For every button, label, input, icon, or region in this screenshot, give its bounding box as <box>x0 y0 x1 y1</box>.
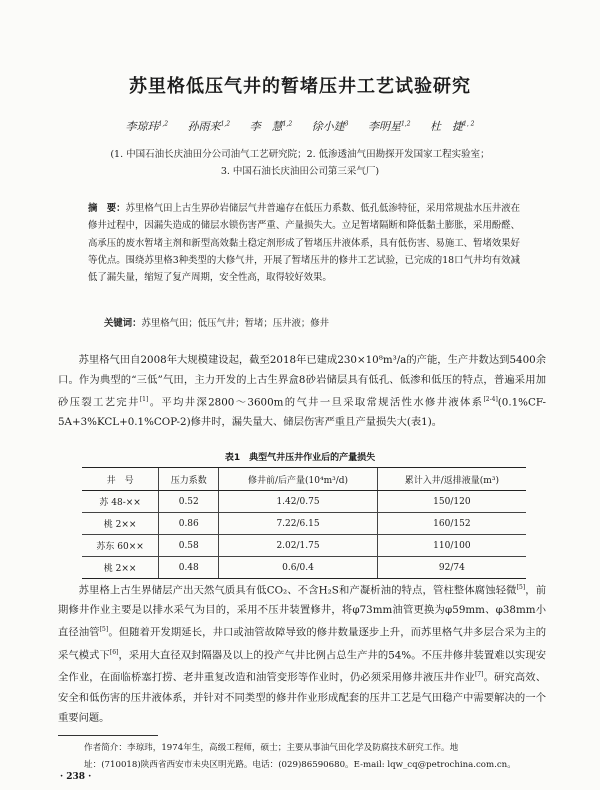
citation: [2-4] <box>483 396 498 403</box>
table-row <box>82 557 526 579</box>
table-cell: 桃 2×× <box>82 513 159 535</box>
author <box>312 120 349 133</box>
table-row <box>82 535 526 557</box>
table-cell: 苏东 60×× <box>82 535 159 557</box>
paragraph-text: 。平均井深2800～3600m的气井一旦采取常规活性水修井液体系 <box>148 396 484 409</box>
table-cell: 2.02/1.75 <box>219 535 378 557</box>
table-cell: 1.42/0.75 <box>219 491 378 513</box>
abstract <box>88 200 520 286</box>
paragraph-text: ，前期修井作业主要是以排水采气为目的，采用不压井装置修井，将φ73mm油管更换为φ59mm、φ38mm小直径油管 <box>58 584 547 639</box>
author-affil-mark: 1,2 <box>400 120 411 128</box>
author-name: 李琼玮 <box>125 120 159 133</box>
column-header: 井 号 <box>82 468 159 491</box>
author-affil-mark: 1, 2 <box>463 120 475 128</box>
footnote-divider <box>58 735 158 736</box>
keywords-text: 苏里格气田；低压气井；暂堵；压井液；修井 <box>141 318 330 329</box>
footnote-line: 作者简介：李琼玮，1974年生，高级工程师，硕士；主要从事油气田化学及防腐技术研究工作。地 <box>84 743 459 753</box>
abstract-label: 摘 要： <box>88 203 126 214</box>
table-cell: 0.52 <box>159 491 219 513</box>
table-cell: 150/120 <box>377 491 526 513</box>
affiliation-line: 3. 中国石油长庆油田公司第三采气厂) <box>220 166 380 177</box>
paragraph-text: 苏里格上古生界储层产出天然气质具有低CO₂、不含H₂S和产凝析油的特点，管柱整体腐蚀轻微 <box>78 584 517 597</box>
column-header: 压力系数 <box>159 468 219 491</box>
citation: [1] <box>139 396 149 403</box>
paper-title: 苏里格低压气井的暂堵压井工艺试验研究 <box>129 76 471 97</box>
table-row <box>82 491 526 513</box>
table-cell: 苏 48-×× <box>82 491 159 513</box>
table-cell: 7.22/6.15 <box>219 513 378 535</box>
keywords-label: 关键词： <box>104 318 142 329</box>
citation: [5] <box>99 626 109 634</box>
paragraph-text: 苏里格气田自2008年大规模建设起，截至2018年已建成230×10⁸m³/a的产能，生产井数达到5400余口。作为典型的“三低”气田，主力开发的上古生界盒8砂岩储层具有低孔、低渗和低压的特点，普遍采用加砂压裂工艺完井 <box>58 354 546 409</box>
author <box>188 120 231 133</box>
paragraph-text: 。研究高效、安全和低伤害的压井液体系，并针对不同类型的修井作业形成配套的压井工艺是气田稳产中需要解决的一个重要问题。 <box>58 671 547 724</box>
author-name: 徐小建 <box>311 120 345 133</box>
paragraph-text: 。但随着开发期延长，井口或油管故障导致的修井数量逐步上升，而苏里格气井多层合采为主的采气模式下 <box>58 626 547 662</box>
body-paragraph-1 <box>58 350 546 432</box>
author-footnote <box>84 740 554 774</box>
page-number: · 238 · <box>60 772 92 782</box>
author-affil-mark: 1,2 <box>220 120 231 128</box>
footnote-line: 址：(710018)陕西省西安市未央区明光路。电话：(029)86590680。E-mail: lqw_cq@petrochina.com.cn。 <box>84 760 516 770</box>
table-header-row <box>82 468 526 491</box>
author-name: 李明星 <box>367 120 401 133</box>
author-list <box>0 118 600 134</box>
paragraph-text: (0.1%CF-5A+3%KCL+0.1%COP-2)修井时，漏失量大、储层伤害严重且产量损失大(表1)。 <box>58 396 546 429</box>
table-cell: 160/152 <box>377 513 526 535</box>
author-affil-mark: 3 <box>344 120 349 128</box>
table-cell: 0.6/0.4 <box>219 557 378 579</box>
author <box>430 120 474 133</box>
table-cell: 92/74 <box>377 557 526 579</box>
author <box>126 120 169 133</box>
table-cell: 110/100 <box>377 535 526 557</box>
author-affil-mark: 1,2 <box>158 120 169 128</box>
table-cell: 桃 2×× <box>82 557 159 579</box>
affiliations <box>40 146 560 180</box>
citation: [7] <box>474 671 484 679</box>
author-affil-mark: 1,2 <box>282 120 293 128</box>
author-name: 李 慧 <box>249 120 283 133</box>
author <box>250 120 293 133</box>
author <box>368 120 411 133</box>
production-loss-table <box>82 467 526 579</box>
author-name: 孙雨来 <box>187 120 221 133</box>
table-row <box>82 513 526 535</box>
paragraph-text: ，采用大直径双封隔器及以上的投产气井比例占总生产井的54%。不压井修井装置难以实现安全作业，在面临桥塞打捞、老井重复改造和油管变形等作业时，仍必须采用修井液压井作业 <box>58 649 547 684</box>
author-name: 杜 捷 <box>430 120 464 133</box>
column-header: 累计入井/返排液量(m³) <box>377 468 526 491</box>
table-cell: 0.86 <box>159 513 219 535</box>
column-header: 修井前/后产量(10⁴m³/d) <box>219 468 378 491</box>
keywords <box>104 315 524 332</box>
citation: [5] <box>516 584 526 591</box>
table-cell: 0.48 <box>159 557 219 579</box>
table-caption: 表1 典型气井压井作业后的产量损失 <box>224 453 376 463</box>
body-paragraph-2 <box>58 578 546 728</box>
abstract-text: 苏里格气田上古生界砂岩储层气井普遍存在低压力系数、低孔低渗特征，采用常规盐水压井液在修井过程中，因漏失造成的储层水锁伤害严重、产量损失大。立足暂堵隔断和降低黏土膨胀，采用酚醛、高承压的废水暂堵主剂和新型高效黏土稳定剂形成了暂堵压井液体系，具有低伤害、易施工、暂堵效果好等优点。围绕苏里格3种类型的大修气井，开展了暂堵压井的修井工艺试验，已完成的18口气井均有效减低了漏失量，缩短了复产周期，安全性高，取得较好效果。 <box>88 203 520 284</box>
table-cell: 0.58 <box>159 535 219 557</box>
citation: [6] <box>109 648 119 656</box>
affiliation-line: (1. 中国石油长庆油田分公司油气工艺研究院；2. 低渗透油气田勘探开发国家工程实验室； <box>110 149 490 160</box>
